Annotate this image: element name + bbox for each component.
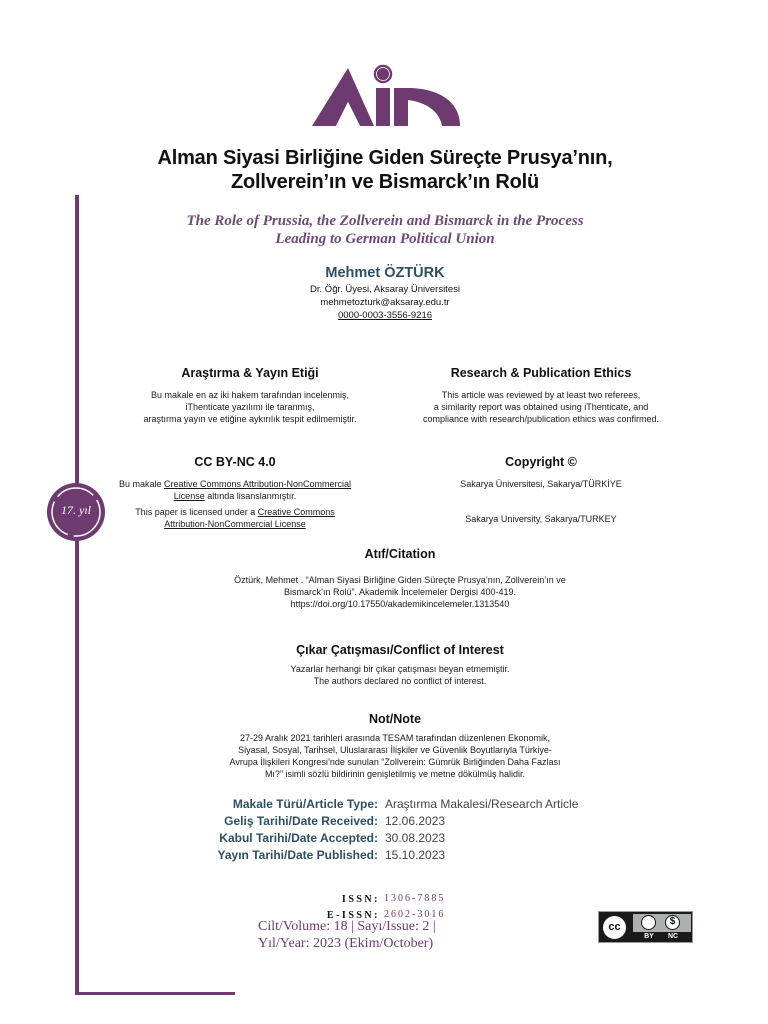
- issn-value-text: 1306-7885: [384, 893, 446, 904]
- left-vertical-rule: [75, 195, 79, 995]
- volume-info: [258, 918, 518, 952]
- license-en-link-2[interactable]: Attribution-NonCommercial License: [164, 519, 306, 529]
- cc-icon: cc: [601, 914, 628, 941]
- cc-by-nc-badge[interactable]: [598, 911, 693, 943]
- meta-label: Kabul Tarihi/Date Accepted:: [219, 831, 378, 845]
- license-tr-line-1: [100, 478, 370, 490]
- person-icon: [641, 915, 656, 930]
- meta-value: 15.10.2023: [385, 848, 446, 862]
- eissn-label-text: E-ISSN:: [326, 910, 380, 921]
- license-tr-line-2: [100, 490, 370, 502]
- citation-line-1: Öztürk, Mehmet . “Alman Siyasi Birliğine Giden Süreçte Prusya’nın, Zollverein’ın ve: [234, 575, 566, 585]
- author-name: Mehmet ÖZTÜRK: [325, 265, 445, 281]
- ethics-tr-block: [100, 366, 400, 425]
- license-en-link[interactable]: Creative Commons: [257, 507, 335, 517]
- eissn-value-text: 2602-3016: [384, 909, 446, 920]
- title-line-1: Alman Siyasi Birliğine Giden Süreçte Prusya’nın,: [157, 147, 613, 169]
- license-tr-prefix: Bu makale: [118, 479, 164, 489]
- cc-icon-band: [633, 914, 691, 932]
- ethics-en-line-3: compliance with research/publication ethics was confirmed.: [422, 414, 660, 424]
- note-line-4: Mı?” isimli sözlü bildirinin genişletilmiş ve metne dökülmüş halidir.: [264, 769, 526, 779]
- copyright-heading: Copyright ©: [505, 455, 577, 469]
- meta-value: Araştırma Makalesi/Research Article: [385, 797, 579, 811]
- author-affiliation: Dr. Öğr. Üyesi, Aksaray Üniversitesi: [310, 284, 460, 295]
- article-title-en: [120, 212, 650, 248]
- copyright-en: Sakarya University, Sakarya/TURKEY: [465, 514, 617, 524]
- conflict-heading: Çıkar Çatışması/Conflict of Interest: [296, 643, 504, 657]
- cc-by-label: BY: [644, 933, 654, 940]
- copyright-tr: Sakarya Üniversitesi, Sakarya/TÜRKİYE: [460, 479, 622, 489]
- conflict-en: The authors declared no conflict of interest.: [313, 676, 487, 686]
- title-line-2: Zollverein’ın ve Bismarck’ın Rolü: [231, 171, 539, 193]
- note-block: [150, 712, 640, 780]
- conflict-tr: Yazarlar herhangi bir çıkar çatışması beyan etmemiştir.: [290, 664, 510, 674]
- ethics-en-line-1: This article was reviewed by at least two referees,: [441, 390, 641, 400]
- license-en-line-1: [100, 506, 370, 518]
- citation-doi[interactable]: https://doi.org/10.17550/akademikincelemeler.1313540: [290, 599, 510, 609]
- en-title-line-2: Leading to German Political Union: [275, 231, 495, 247]
- volume-line-1: Cilt/Volume: 18 | Sayı/Issue: 2 |: [258, 919, 436, 934]
- orcid-link[interactable]: 0000-0003-3556-9216: [337, 310, 433, 321]
- ethics-tr-line-3: araştırma yayın ve etiğine aykırılık tespit edilmemiştir.: [143, 414, 357, 424]
- citation-line-2: Bismarck’ın Rolü”. Akademik İncelemeler Dergisi 400-419.: [283, 587, 517, 597]
- author-email[interactable]: mehmetozturk@aksaray.edu.tr: [320, 297, 450, 308]
- en-title-line-1: The Role of Prussia, the Zollverein and Bismarck in the Process: [186, 213, 584, 229]
- meta-value: 12.06.2023: [385, 814, 446, 828]
- ethics-en-heading: Research & Publication Ethics: [450, 366, 632, 380]
- ethics-tr-heading: Araştırma & Yayın Etiği: [181, 366, 319, 380]
- license-tr-suffix: altında lisanslanmıştır.: [204, 491, 297, 501]
- conflict-block: [150, 643, 650, 687]
- meta-row-date-received: [150, 814, 650, 831]
- meta-label: Geliş Tarihi/Date Received:: [224, 814, 378, 828]
- volume-line-2: Yıl/Year: 2023 (Ekim/October): [258, 936, 434, 951]
- badge-label: 17. yıl: [61, 503, 91, 517]
- copyright-block: [400, 455, 682, 525]
- author-orcid: [200, 310, 570, 322]
- note-line-1: 27-29 Aralık 2021 tarihleri arasında TESAM tarafından düzenlenen Ekonomik,: [239, 733, 551, 743]
- issn-label-text: ISSN:: [341, 894, 380, 905]
- license-heading: CC BY-NC 4.0: [194, 455, 276, 469]
- citation-heading: Atıf/Citation: [364, 547, 436, 561]
- license-en-prefix: This paper is licensed under a: [135, 507, 258, 517]
- license-tr-link-2[interactable]: License: [173, 491, 205, 501]
- meta-row-date-published: [150, 848, 650, 865]
- ethics-tr-line-2: iThenticate yazılımı ile taranmış,: [185, 402, 315, 412]
- license-block: [100, 455, 370, 530]
- note-line-2: Siyasal, Sosyal, Tarihsel, Uluslararası İlişkiler ve Güvenlik Boyutlarıyla Türkiye-: [238, 745, 552, 755]
- bottom-horizontal-rule: [75, 992, 235, 995]
- meta-row-article-type: [150, 797, 650, 814]
- ethics-en-line-2: a similarity report was obtained using iThenticate, and: [433, 402, 649, 412]
- non-commercial-icon: $: [665, 915, 680, 930]
- article-title-tr: [120, 146, 650, 194]
- note-line-3: Avrupa İlişkileri Kongresi’nde sunulan “Zollverein: Gümrük Birliğinden Daha Fazlası: [229, 757, 561, 767]
- ethics-en-block: [390, 366, 692, 425]
- ethics-tr-line-1: Bu makale en az iki hakem tarafından incelenmiş,: [150, 390, 350, 400]
- meta-label: Yayın Tarihi/Date Published:: [217, 848, 378, 862]
- license-en-line-2: [100, 518, 370, 530]
- license-tr-link[interactable]: Creative Commons Attribution-NonCommercial: [163, 479, 352, 489]
- note-heading: Not/Note: [368, 712, 422, 726]
- citation-block: [150, 547, 650, 610]
- journal-logo: [310, 62, 462, 128]
- cc-nc-label: NC: [667, 933, 679, 940]
- meta-row-date-accepted: [150, 831, 650, 848]
- meta-label: Makale Türü/Article Type:: [232, 797, 378, 811]
- meta-value: 30.08.2023: [385, 831, 446, 845]
